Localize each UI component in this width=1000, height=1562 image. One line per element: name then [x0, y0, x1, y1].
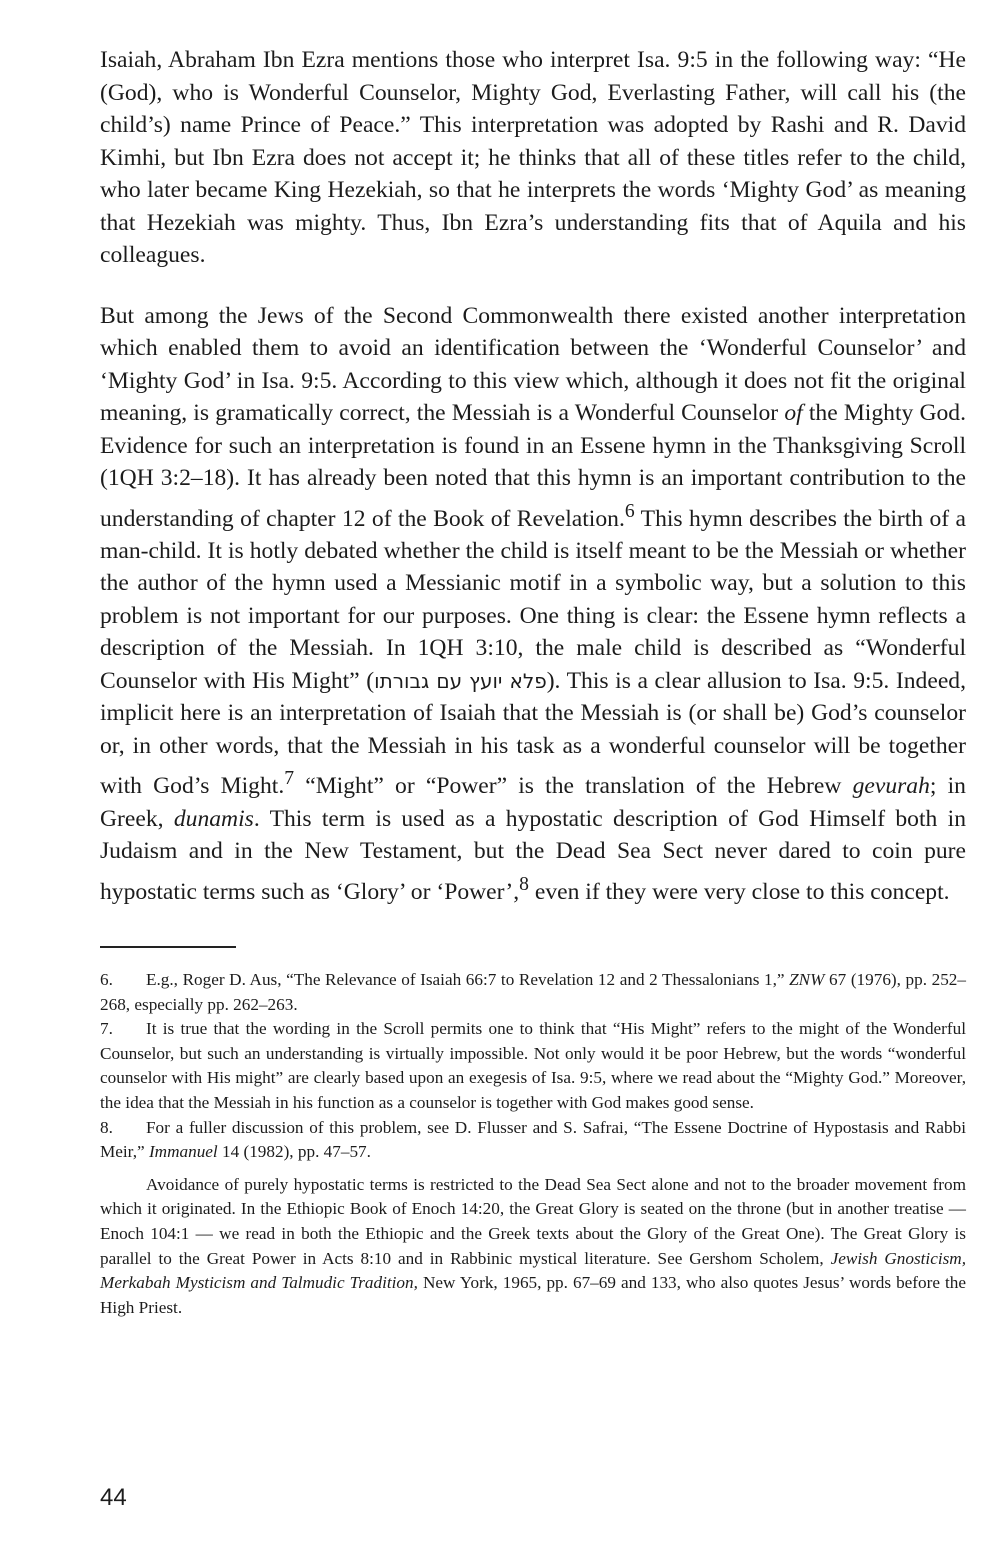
footnote-6 — [100, 968, 966, 1017]
footnote-7 — [100, 1017, 966, 1115]
paragraph-2-text-b: the Mighty God. Evidence for such an interpretation is found in an Essene hymn in the Thanksgiving Scroll (1QH 3:2–18). It has already been noted that this hymn is an important contribution to the understanding of chapter 12 of the Book of Revelation. — [100, 400, 967, 532]
paragraph-1: Isaiah, Abraham Ibn Ezra mentions those who interpret Isa. 9:5 in the following way: “He (God), who is Wonderful Counselor, Mighty God, Everlasting Father, will call his (the child’s) name Prince of Peace.” This interpretation was adopted by Rashi and R. David Kimhi, but Ibn Ezra does not accept it; he thinks that all of these titles refer to the child, who later became King Hezekiah, so that he interprets the words ‘Mighty God’ as meaning that Hezekiah was mighty. Thus, Ibn Ezra’s understanding fits that of Aquila and his colleagues. — [100, 47, 966, 268]
footnote-7-number: 7. — [100, 1019, 113, 1039]
paragraph-2-text-c: This hymn describes the birth of a man-child. It is hotly debated whether the child is itself meant to be the Messiah or whether the author of the hymn used a Messianic motif in a symbolic way, but a solution to this problem is not important for our purposes. One thing is clear: the Essene hymn reflects a description of the Messiah. In 1QH 3:10, the male child is described as “Wonderful Counselor with His Might” ( — [100, 505, 966, 694]
italic-of: of — [784, 400, 803, 426]
paragraph-2-text-g: . This term is used as a hypostatic description of God Himself both in Judaism and in the New Testament, but the Dead Sea Sect never dared to coin pure hypostatic terms such as ‘Glory’ or ‘Power’, — [100, 805, 966, 905]
italic-dunamis: dunamis — [173, 805, 254, 832]
footnote-divider — [100, 946, 236, 948]
paragraph-2-text-h: even if they were very close to this concept. — [528, 878, 950, 905]
footnote-ref-6[interactable]: 6 — [624, 499, 635, 522]
paragraph-2-text-d: ). This is a clear allusion to Isa. 9:5. Indeed, implicit here is an interpretation of Isaiah that the Messiah is (or shall be) God’s counselor or, in other words, that the Messiah in his task as a wonderful counselor will be together with God’s Might. — [100, 667, 966, 800]
footnote-6-number: 6. — [100, 970, 113, 990]
footnote-ref-7[interactable]: 7 — [284, 767, 295, 790]
footnote-8-continuation — [100, 1173, 966, 1321]
footnote-8-text-b: 14 (1982), pp. 47–57. — [217, 1142, 371, 1162]
footnote-ref-8[interactable]: 8 — [519, 872, 529, 895]
footnote-8-number: 8. — [100, 1117, 113, 1137]
paragraph-2-text-f: ; in Greek, — [100, 773, 966, 832]
footnote-7-text: It is true that the wording in the Scroll permits one to think that “His Might” refers to the might of the Wonderful Counselor, but such an understanding is virtually impossible. Not only would it be poor Hebrew, but the words “wonderful counselor with His might” are clearly based upon an exegesis of Isa. 9:5, where we read about the “Mighty God.” Moreover, the idea that the Messiah in his function as a counselor is together with God makes good sense. — [100, 1019, 966, 1113]
footnote-6-text-b: 67 (1976), pp. 252–268, especially pp. 262–263. — [100, 970, 966, 1014]
page-body — [100, 44, 966, 1320]
page-number: 44 — [100, 1484, 127, 1511]
hebrew-quote: פלא יועץ עם גבורתו — [374, 668, 547, 693]
paragraph-2-text-e: “Might” or “Power” is the translation of the Hebrew — [294, 773, 853, 800]
paragraph-2-text-a: But among the Jews of the Second Commonwealth there existed another interpretation which enabled them to avoid an identification between the ‘Wonderful Counselor’ and ‘Mighty God’ in Isa. 9:5. According to this view which, although it does not fit the original meaning, is gramatically correct, the Messiah is a Wonderful Counselor — [100, 302, 966, 426]
italic-gevurah: gevurah — [852, 773, 930, 800]
footnote-8-text-a: For a fuller discussion of this problem, see D. Flusser and S. Safrai, “The Essene Doctrine of Hypostasis and Rabbi Meir,” — [100, 1117, 966, 1162]
footnote-8-cont-text-a: Avoidance of purely hypostatic terms is restricted to the Dead Sea Sect alone and not to the broader movement from which it originated. In the Ethiopic Book of Enoch 14:20, the Great Glory is seated on the throne (but in another treatise — Enoch 104:1 — we read in both the Ethiopic and the Greek texts about the Glory of the Great One). The Great Glory is parallel to the Great Power in Acts 8:10 and in Rabbinic mystical literature. See Gershom Scholem, — [100, 1174, 966, 1268]
footnote-8-cont-text-b: New York, 1965, pp. 67–69 and 133, who also quotes Jesus’ words before the High Priest. — [100, 1273, 966, 1317]
footnote-6-text-a: E.g., Roger D. Aus, “The Relevance of Isaiah 66:7 to Revelation 12 and 2 Thessalonians 1,” — [146, 970, 790, 990]
italic-znw: ZNW — [789, 970, 825, 990]
italic-immanuel: Immanuel — [148, 1142, 218, 1162]
italic-book-title: Jewish Gnosticism, Merkabah Mysticism and Talmudic Tradition, — [100, 1248, 967, 1293]
paragraph-2 — [100, 300, 966, 909]
footnote-8 — [100, 1116, 966, 1165]
